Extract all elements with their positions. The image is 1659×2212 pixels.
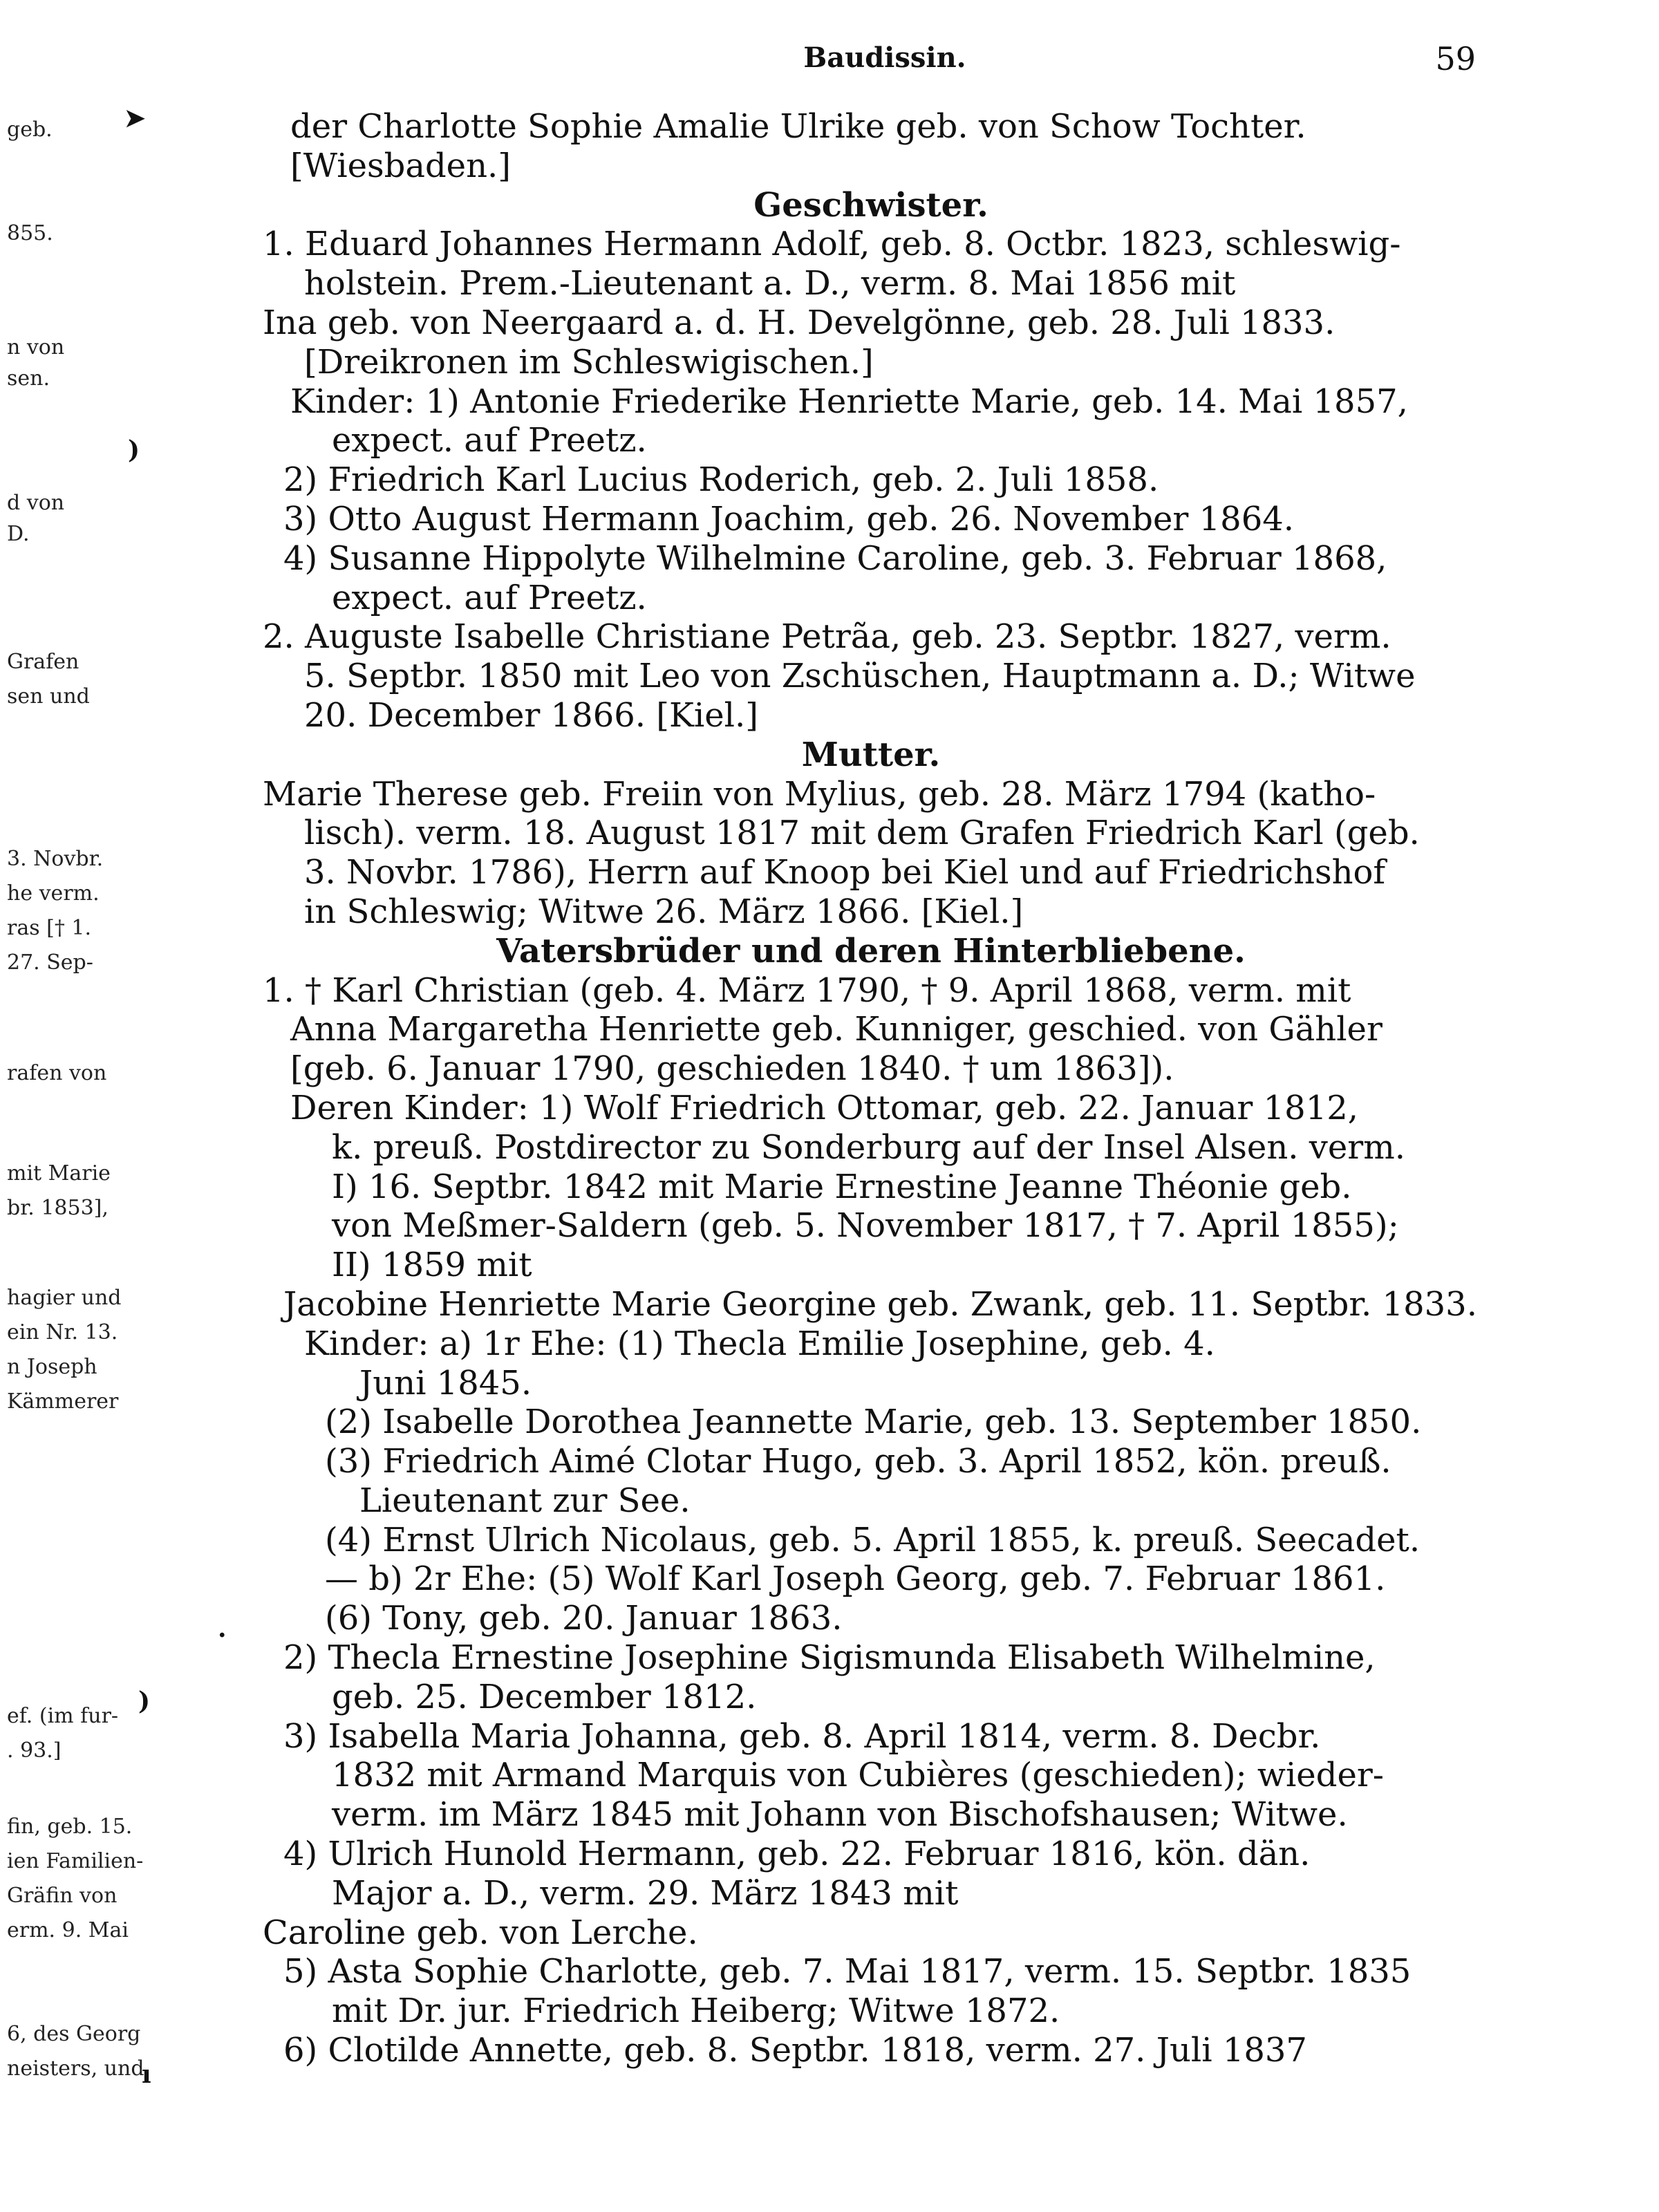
page-number: 59 [1435, 40, 1476, 77]
text-line: 2) Friedrich Karl Lucius Roderich, geb. 2. Juli 1858. [283, 460, 1159, 500]
margin-fragment: 3. Novbr. [7, 847, 104, 871]
text-line: Deren Kinder: 1) Wolf Friedrich Ottomar, geb. 22. Januar 1812, [290, 1088, 1359, 1127]
text-line: Marie Therese geb. Freiin von Mylius, geb. 28. März 1794 (katho- [263, 774, 1376, 814]
text-line: lisch). verm. 18. August 1817 mit dem Grafen Friedrich Karl (geb. [304, 814, 1420, 853]
text-line: 3. Novbr. 1786), Herrn auf Knoop bei Kiel und auf Friedrichshof [304, 853, 1386, 892]
margin-fragment: D. [7, 522, 30, 546]
bracket-mark: ı [142, 2060, 151, 2089]
text-line: verm. im März 1845 mit Johann von Bischofshausen; Witwe. [332, 1795, 1348, 1835]
margin-fragment: 6, des Georg [7, 2022, 141, 2046]
text-line: I) 16. Septbr. 1842 mit Marie Ernestine Jeanne Théonie geb. [332, 1167, 1352, 1206]
section-heading: Geschwister. [753, 185, 988, 225]
margin-fragment: ien Familien- [7, 1849, 144, 1873]
text-line: — b) 2r Ehe: (5) Wolf Karl Joseph Georg, geb. 7. Februar 1861. [325, 1559, 1386, 1599]
text-line: 1832 mit Armand Marquis von Cubières (geschieden); wieder- [332, 1756, 1385, 1795]
margin-fragment: Gräfin von [7, 1884, 118, 1908]
text-line: expect. auf Preetz. [332, 421, 647, 460]
margin-fragment: mit Marie [7, 1161, 111, 1185]
section-heading: Vatersbrüder und deren Hinterbliebene. [496, 931, 1246, 971]
text-line: 3) Isabella Maria Johanna, geb. 8. April 1814, verm. 8. Decbr. [283, 1716, 1321, 1756]
margin-fragment: br. 1853], [7, 1196, 109, 1220]
text-line: Kinder: a) 1r Ehe: (1) Thecla Emilie Josephine, geb. 4. [304, 1324, 1215, 1363]
text-line: [Dreikronen im Schleswigischen.] [304, 342, 874, 382]
margin-fragment: fin, geb. 15. [7, 1815, 133, 1839]
text-line: Ina geb. von Neergaard a. d. H. Develgönne, geb. 28. Juli 1833. [263, 303, 1335, 342]
margin-fragment: ein Nr. 13. [7, 1320, 118, 1344]
margin-fragment: ef. (im fur- [7, 1704, 119, 1728]
running-header: Baudissin. [803, 41, 966, 74]
margin-fragment: n Joseph [7, 1355, 97, 1379]
text-line: Kinder: 1) Antonie Friederike Henriette Marie, geb. 14. Mai 1857, [290, 382, 1408, 421]
bracket-mark: ➤ [124, 104, 146, 133]
main-text [263, 107, 1479, 2070]
margin-fragment: Kämmerer [7, 1389, 119, 1414]
text-line: Juni 1845. [359, 1363, 532, 1403]
text-line: mit Dr. jur. Friedrich Heiberg; Witwe 1872. [332, 1991, 1060, 2031]
margin-fragment: . 93.] [7, 1738, 62, 1763]
text-line: geb. 25. December 1812. [332, 1677, 757, 1716]
margin-fragment: sen. [7, 366, 50, 391]
margin-fragment: sen und [7, 684, 90, 709]
bracket-mark: ) [128, 435, 140, 465]
margin-fragment: ras [† 1. [7, 916, 92, 940]
text-line: 2) Thecla Ernestine Josephine Sigismunda Elisabeth Wilhelmine, [283, 1638, 1376, 1678]
margin-fragment: erm. 9. Mai [7, 1918, 129, 1942]
text-line: (6) Tony, geb. 20. Januar 1863. [325, 1599, 843, 1638]
text-line: [geb. 6. Januar 1790, geschieden 1840. † um 1863]). [290, 1049, 1174, 1089]
text-line: 5. Septbr. 1850 mit Leo von Zschüschen, Hauptmann a. D.; Witwe [304, 657, 1416, 696]
text-line: Jacobine Henriette Marie Georgine geb. Zwank, geb. 11. Septbr. 1833. [283, 1284, 1477, 1324]
text-line: 1. Eduard Johannes Hermann Adolf, geb. 8. Octbr. 1823, schleswig- [263, 225, 1401, 264]
margin-fragment: rafen von [7, 1061, 107, 1085]
margin-fragment: geb. [7, 118, 53, 142]
text-line: 20. December 1866. [Kiel.] [304, 695, 758, 735]
text-line: holstein. Prem.-Lieutenant a. D., verm. 8. Mai 1856 mit [304, 264, 1236, 303]
text-line: (2) Isabelle Dorothea Jeannette Marie, geb. 13. September 1850. [325, 1403, 1422, 1442]
text-line: II) 1859 mit [332, 1246, 532, 1285]
text-line: Major a. D., verm. 29. März 1843 mit [332, 1873, 959, 1913]
section-heading: Mutter. [801, 735, 941, 774]
text-line: 1. † Karl Christian (geb. 4. März 1790, † 9. April 1868, verm. mit [263, 971, 1351, 1010]
text-line: (3) Friedrich Aimé Clotar Hugo, geb. 3. April 1852, kön. preuß. [325, 1442, 1391, 1481]
text-line: Caroline geb. von Lerche. [263, 1913, 698, 1952]
margin-fragment: 855. [7, 221, 53, 245]
text-line: 5) Asta Sophie Charlotte, geb. 7. Mai 1817, verm. 15. Septbr. 1835 [283, 1952, 1412, 1991]
text-line: 3) Otto August Hermann Joachim, geb. 26. November 1864. [283, 499, 1295, 538]
margin-fragment: d von [7, 491, 65, 515]
text-line: (4) Ernst Ulrich Nicolaus, geb. 5. April 1855, k. preuß. Seecadet. [325, 1520, 1421, 1559]
text-line: 4) Susanne Hippolyte Wilhelmine Caroline, geb. 3. Februar 1868, [283, 538, 1387, 578]
text-line: [Wiesbaden.] [290, 146, 511, 185]
margin-fragment: 27. Sep- [7, 950, 93, 975]
margin-fragment: n von [7, 335, 65, 359]
text-line: 4) Ulrich Hunold Hermann, geb. 22. Februar 1816, kön. dän. [283, 1835, 1311, 1874]
bracket-mark: · [218, 1621, 227, 1650]
text-line: in Schleswig; Witwe 26. März 1866. [Kiel.] [304, 892, 1024, 931]
text-line: von Meßmer-Saldern (geb. 5. November 1817, † 7. April 1855); [332, 1206, 1399, 1246]
text-line: Lieutenant zur See. [359, 1481, 691, 1520]
text-line: der Charlotte Sophie Amalie Ulrike geb. von Schow Tochter. [290, 107, 1306, 146]
margin-fragment: hagier und [7, 1286, 122, 1310]
text-line: 2. Auguste Isabelle Christiane Petrãa, geb. 23. Septbr. 1827, verm. [263, 617, 1391, 657]
margin-fragment: he verm. [7, 881, 100, 906]
text-line: k. preuß. Postdirector zu Sonderburg auf der Insel Alsen. verm. [332, 1127, 1405, 1167]
bracket-mark: ) [138, 1687, 151, 1716]
text-line: Anna Margaretha Henriette geb. Kunniger, geschied. von Gähler [290, 1010, 1382, 1049]
margin-fragment: neisters, und [7, 2056, 144, 2081]
text-line: 6) Clotilde Annette, geb. 8. Septbr. 1818, verm. 27. Juli 1837 [283, 2031, 1307, 2070]
text-line: expect. auf Preetz. [332, 578, 647, 617]
margin-fragment: Grafen [7, 650, 79, 674]
